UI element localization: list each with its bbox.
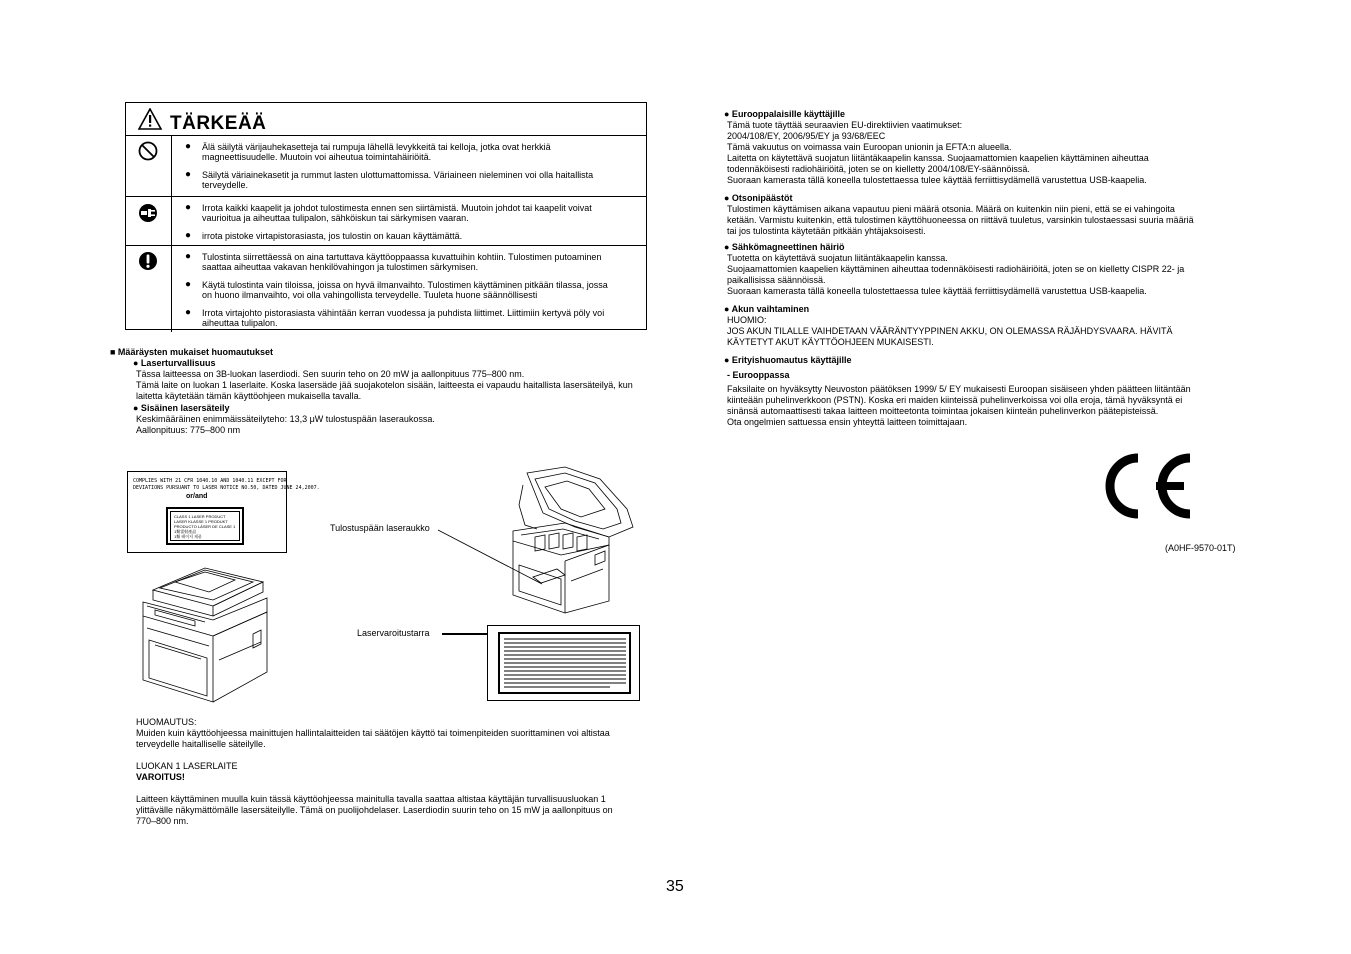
class1-label: CLASS 1 LASER PRODUCT LASER KLASSE 1 PRODUKT PRODUCTO LÁSER DE CLASE 1 1類雷射產品 1類 레이저 제품 [166,507,244,545]
warning-label-callout: Laservaroitustarra [357,628,430,638]
warning-item: ● Irrota kaikki kaapelit ja johdot tulostimesta ennen sen siirtämistä. Muutoin johdot tai kaapelit voivat vaurioitua ja aiheuttaa tulipalon, sähköiskun tai särkymisen vaaran. [185,202,592,223]
document-code: (A0HF-9570-01T) [1165,543,1236,553]
europe-title: - Eurooppassa [727,370,790,380]
warning-item: ● Älä säilytä värijauhekasetteja tai rumpuja lähellä levykkeitä tai kelloja, jotka ovat herkkiä magneettisuudelle. Muutoin voi aiheutua toimintahäiriöitä. [185,141,551,162]
emi-text: Tuotetta on käytettävä suojatun liitäntäkaapelin kanssa. Suojaamattomien kaapelien käyttäminen aiheuttaa todennäköisesti radiohäiriöitä, joten se on kielletty CISPR 22- ja paikallisissa säännöissä. Suoraan kamerasta tällä koneella tulostettaessa tulee käyttää ferriittisydämellä varustettua USB-kaapelia. [727,253,1185,296]
battery-text: HUOMIO: JOS AKUN TILALLE VAIHDETAAN VÄÄRÄNTYYPPINEN AKKU, ON OLEMASSA RÄJÄHDYSVAARA. HÄVITÄ KÄYTETYT AKUT KÄYTTÖOHJEEN MUKAISESTI. [727,315,1173,347]
ozone-text: Tulostimen käyttämisen aikana vapautuu pieni määrä otsonia. Määrä on kuitenkin niin pieni, että se ei vahingoita ketään. Varmistu kuitenkin, että tulostimen käyttöhuoneessa on riittävä tuuletus, varsinkin tulostaessasi suuria määriä tai jos tulostinta käytetään pitkään yhtäjaksoisesti. [727,204,1194,236]
compliance-text: DEVIATIONS PURSUANT TO LASER NOTICE NO.50, DATED JUNE 24,2007. [133,485,320,491]
warning-text: Laitteen käyttäminen muulla kuin tässä käyttöohjeessa mainitulla tavalla saattaa altistaa käyttäjän turvallisuusluokan 1 ylittävälle näkymättömälle lasersäteilylle. Tämä on puolijohdelaser. Laserdiodin suurin teho on 15 mW ja aallonpituus on 770–800 nm. [136,794,613,826]
note-title: HUOMAUTUS: [136,717,197,727]
warning-item: ● Tulostinta siirrettäessä on aina tartuttava käyttöoppaassa kuvattuihin kohtiin. Tulostimen putoaminen saattaa aiheuttaa vakavan henkilövahingon ja tulostimen särkymisen. [185,251,602,272]
unplug-icon [138,203,158,228]
eu-users-title: ● Eurooppalaisille käyttäjille [724,109,845,119]
eu-users-text: Tämä tuote täyttää seuraavien EU-direktiivien vaatimukset: 2004/108/EY, 2006/95/EY ja 93/68/EEC Tämä vakuutus on voimassa vain Euroopan unionin ja EFTA:n alueella. Laitetta on käytettävä suojatun liitäntäkaapelin kanssa. Suojaamattomien kaapelien käyttäminen aiheuttaa todennäköisesti radiohäiriöitä, joten se on kielletty 2004/108/EY-säännöissä. Suoraan kamerasta tällä koneella tulostettaessa tulee käyttää ferriittisydämellä varustettua USB-kaapelia. [727,120,1149,185]
mandatory-exclamation-icon [138,251,158,276]
europe-text: Faksilaite on hyväksytty Neuvoston päätöksen 1999/ 5/ EY mukaisesti Euroopan sisäiseen yhden päätteen liitäntään kiinteään puhelinverkkoon (PSTN). Koska eri maiden kiinteissä puhelinverkoissa voi olla eroja, tämä hyväksyntä ei sinänsä automaattisesti takaa laitteen moitteetonta toimintaa jokaisen kiinteän puhelinverkon päätepisteissä. Ota ongelmien sattuessa ensin yhteyttä laitteen toimittajaan. [727,384,1191,427]
important-warning-box [125,102,647,330]
aperture-callout: Tulostuspään laseraukko [330,523,430,533]
compliance-text: COMPLIES WITH 21 CFR 1040.10 AND 1040.11 EXCEPT FOR [133,478,287,484]
emi-title: ● Sähkömagneettinen häiriö [724,242,845,252]
note-text: Muiden kuin käyttöohjeessa mainittujen hallintalaitteiden tai säätöjen käyttö tai toimenpiteiden suorittaminen voi altistaa terveydelle haitalliselle säteilylle. [136,728,610,749]
laser-warning-label [487,625,640,701]
battery-title: ● Akun vaihtaminen [724,304,810,314]
label-leader-line [442,633,487,635]
page-number: 35 [666,878,684,895]
ozone-title: ● Otsonipäästöt [724,193,793,203]
label-or-and: or/and [186,493,208,500]
printer-closed-illustration [135,560,280,710]
ce-mark-icon [1092,450,1194,522]
warning-item: ● Irrota virtajohto pistorasiasta vähintään kerran vuodessa ja puhdista liittimet. Liittimiin kertyvä pöly voi aiheuttaa tulipalon. [185,307,605,328]
class1-heading: LUOKAN 1 LASERLAITE [136,761,238,771]
warning-row-mandatory [126,246,646,332]
laser-safety-text: Tässa laitteessa on 3B-luokan laserdiodi. Sen suurin teho on 20 mW ja aallonpituus 775–800 nm. Tämä laite on luokan 1 laserlaite. Koska lasersäde jää suojakotelon sisään, laitteesta ei vapaudu haitallista lasersäteilyä, kun laitetta käytetään tämän käyttöohjeen mukaisella tavalla. [136,369,633,401]
laser-label-text-lines [500,634,631,694]
warning-triangle-icon [138,108,162,135]
warning-row-unplug [126,197,646,246]
compliance-label-box [127,471,320,553]
prohibition-icon [138,141,158,166]
aperture-leader-line [436,528,546,588]
warning-item: ● Käytä tulostinta vain tiloissa, joissa on hyvä ilmanvaihto. Tulostimen käyttäminen pitkään tilassa, jossa on huono ilmanvaihto, voi olla vahingollista terveydelle. Tuuleta huone säännöllisesti [185,279,608,300]
warning-header [126,103,646,136]
warning-item: ● irrota pistoke virtapistorasiasta, jos tulostin on kauan käyttämättä. [185,230,463,241]
regulatory-heading: ■ Määräysten mukaiset huomautukset [110,347,273,357]
warning-row-prohibited [126,136,646,197]
special-notice-title: ● Erityishuomautus käyttäjille [724,355,852,365]
warning-item: ● Säilytä väriainekasetit ja rummut lasten ulottumattomissa. Väriaineen nieleminen voi olla haitallista terveydelle. [185,169,594,190]
warning-word: VAROITUS! [136,772,185,782]
internal-radiation-text: Keskimääräinen enimmäissäteilyteho: 13,3 μW tulostuspään laseraukossa. Aallonpituus: 775–800 nm [136,414,435,435]
internal-radiation-title: ● Sisäinen lasersäteily [133,403,230,413]
laser-safety-title: ● Laserturvallisuus [133,358,216,368]
warning-title: TÄRKEÄÄ [170,113,267,134]
